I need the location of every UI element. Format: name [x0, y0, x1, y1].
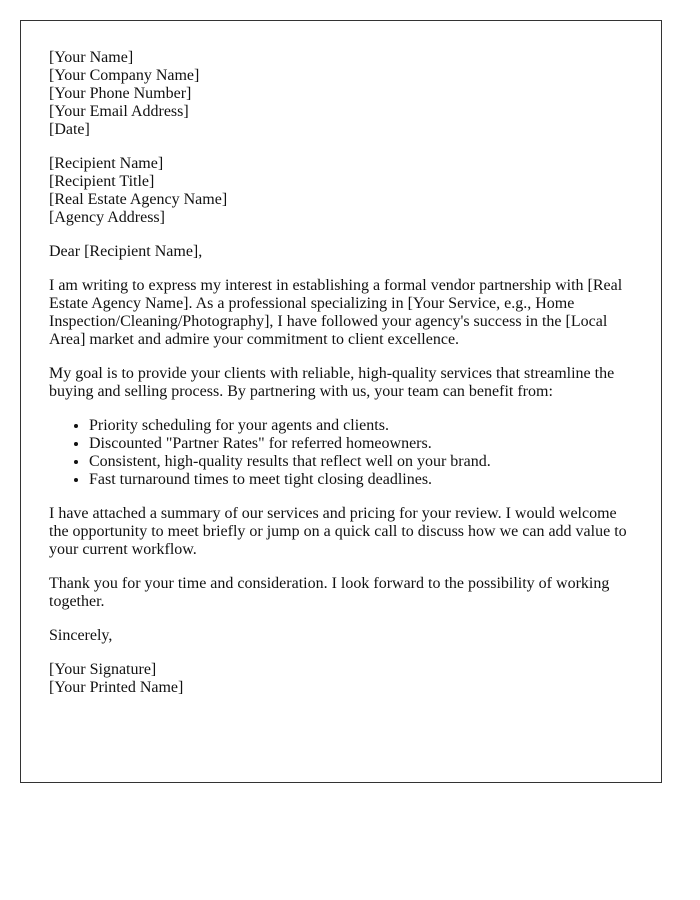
list-item: • Consistent, high-quality results that reflect well on your brand.: [89, 453, 634, 471]
thanks-paragraph: Thank you for your time and consideration. I look forward to the possibility of working together.: [49, 575, 610, 610]
printed-name: [Your Printed Name]: [49, 679, 184, 696]
sender-name: [Your Name]: [49, 49, 134, 66]
recipient-address: [Agency Address]: [49, 209, 165, 226]
sender-block: [49, 49, 634, 139]
sender-email: [Your Email Address]: [49, 103, 189, 120]
list-item: • Fast turnaround times to meet tight closing deadlines.: [89, 471, 634, 489]
signature-block: [49, 661, 634, 697]
attachment-paragraph: I have attached a summary of our services and pricing for your review. I would welcome the opportunity to meet briefly or jump on a quick call to discuss how we can add value to your current workflow.: [49, 505, 627, 558]
letter-document: [20, 20, 662, 783]
sender-phone: [Your Phone Number]: [49, 85, 192, 102]
recipient-title: [Recipient Title]: [49, 173, 155, 190]
intro-paragraph: I am writing to express my interest in establishing a formal vendor partnership with [Real Estate Agency Name]. As a professional specializing in [Your Service, e.g., Home Inspection/Cleaning/Photography], I have followed your agency's success in the [Local Area] market and admire your commitment to client excellence.: [49, 277, 623, 348]
recipient-name: [Recipient Name]: [49, 155, 164, 172]
list-item: • Priority scheduling for your agents and clients.: [89, 417, 634, 435]
recipient-block: [49, 155, 634, 227]
list-item: • Discounted "Partner Rates" for referred homeowners.: [89, 435, 634, 453]
sender-company: [Your Company Name]: [49, 67, 200, 84]
signature-line: [Your Signature]: [49, 661, 157, 678]
benefits-list: [49, 417, 634, 489]
signoff: Sincerely,: [49, 627, 113, 644]
goal-paragraph: My goal is to provide your clients with reliable, high-quality services that streamline the buying and selling process. By partnering with us, your team can benefit from:: [49, 365, 615, 400]
salutation: Dear [Recipient Name],: [49, 243, 203, 260]
recipient-agency: [Real Estate Agency Name]: [49, 191, 228, 208]
letter-date: [Date]: [49, 121, 90, 138]
